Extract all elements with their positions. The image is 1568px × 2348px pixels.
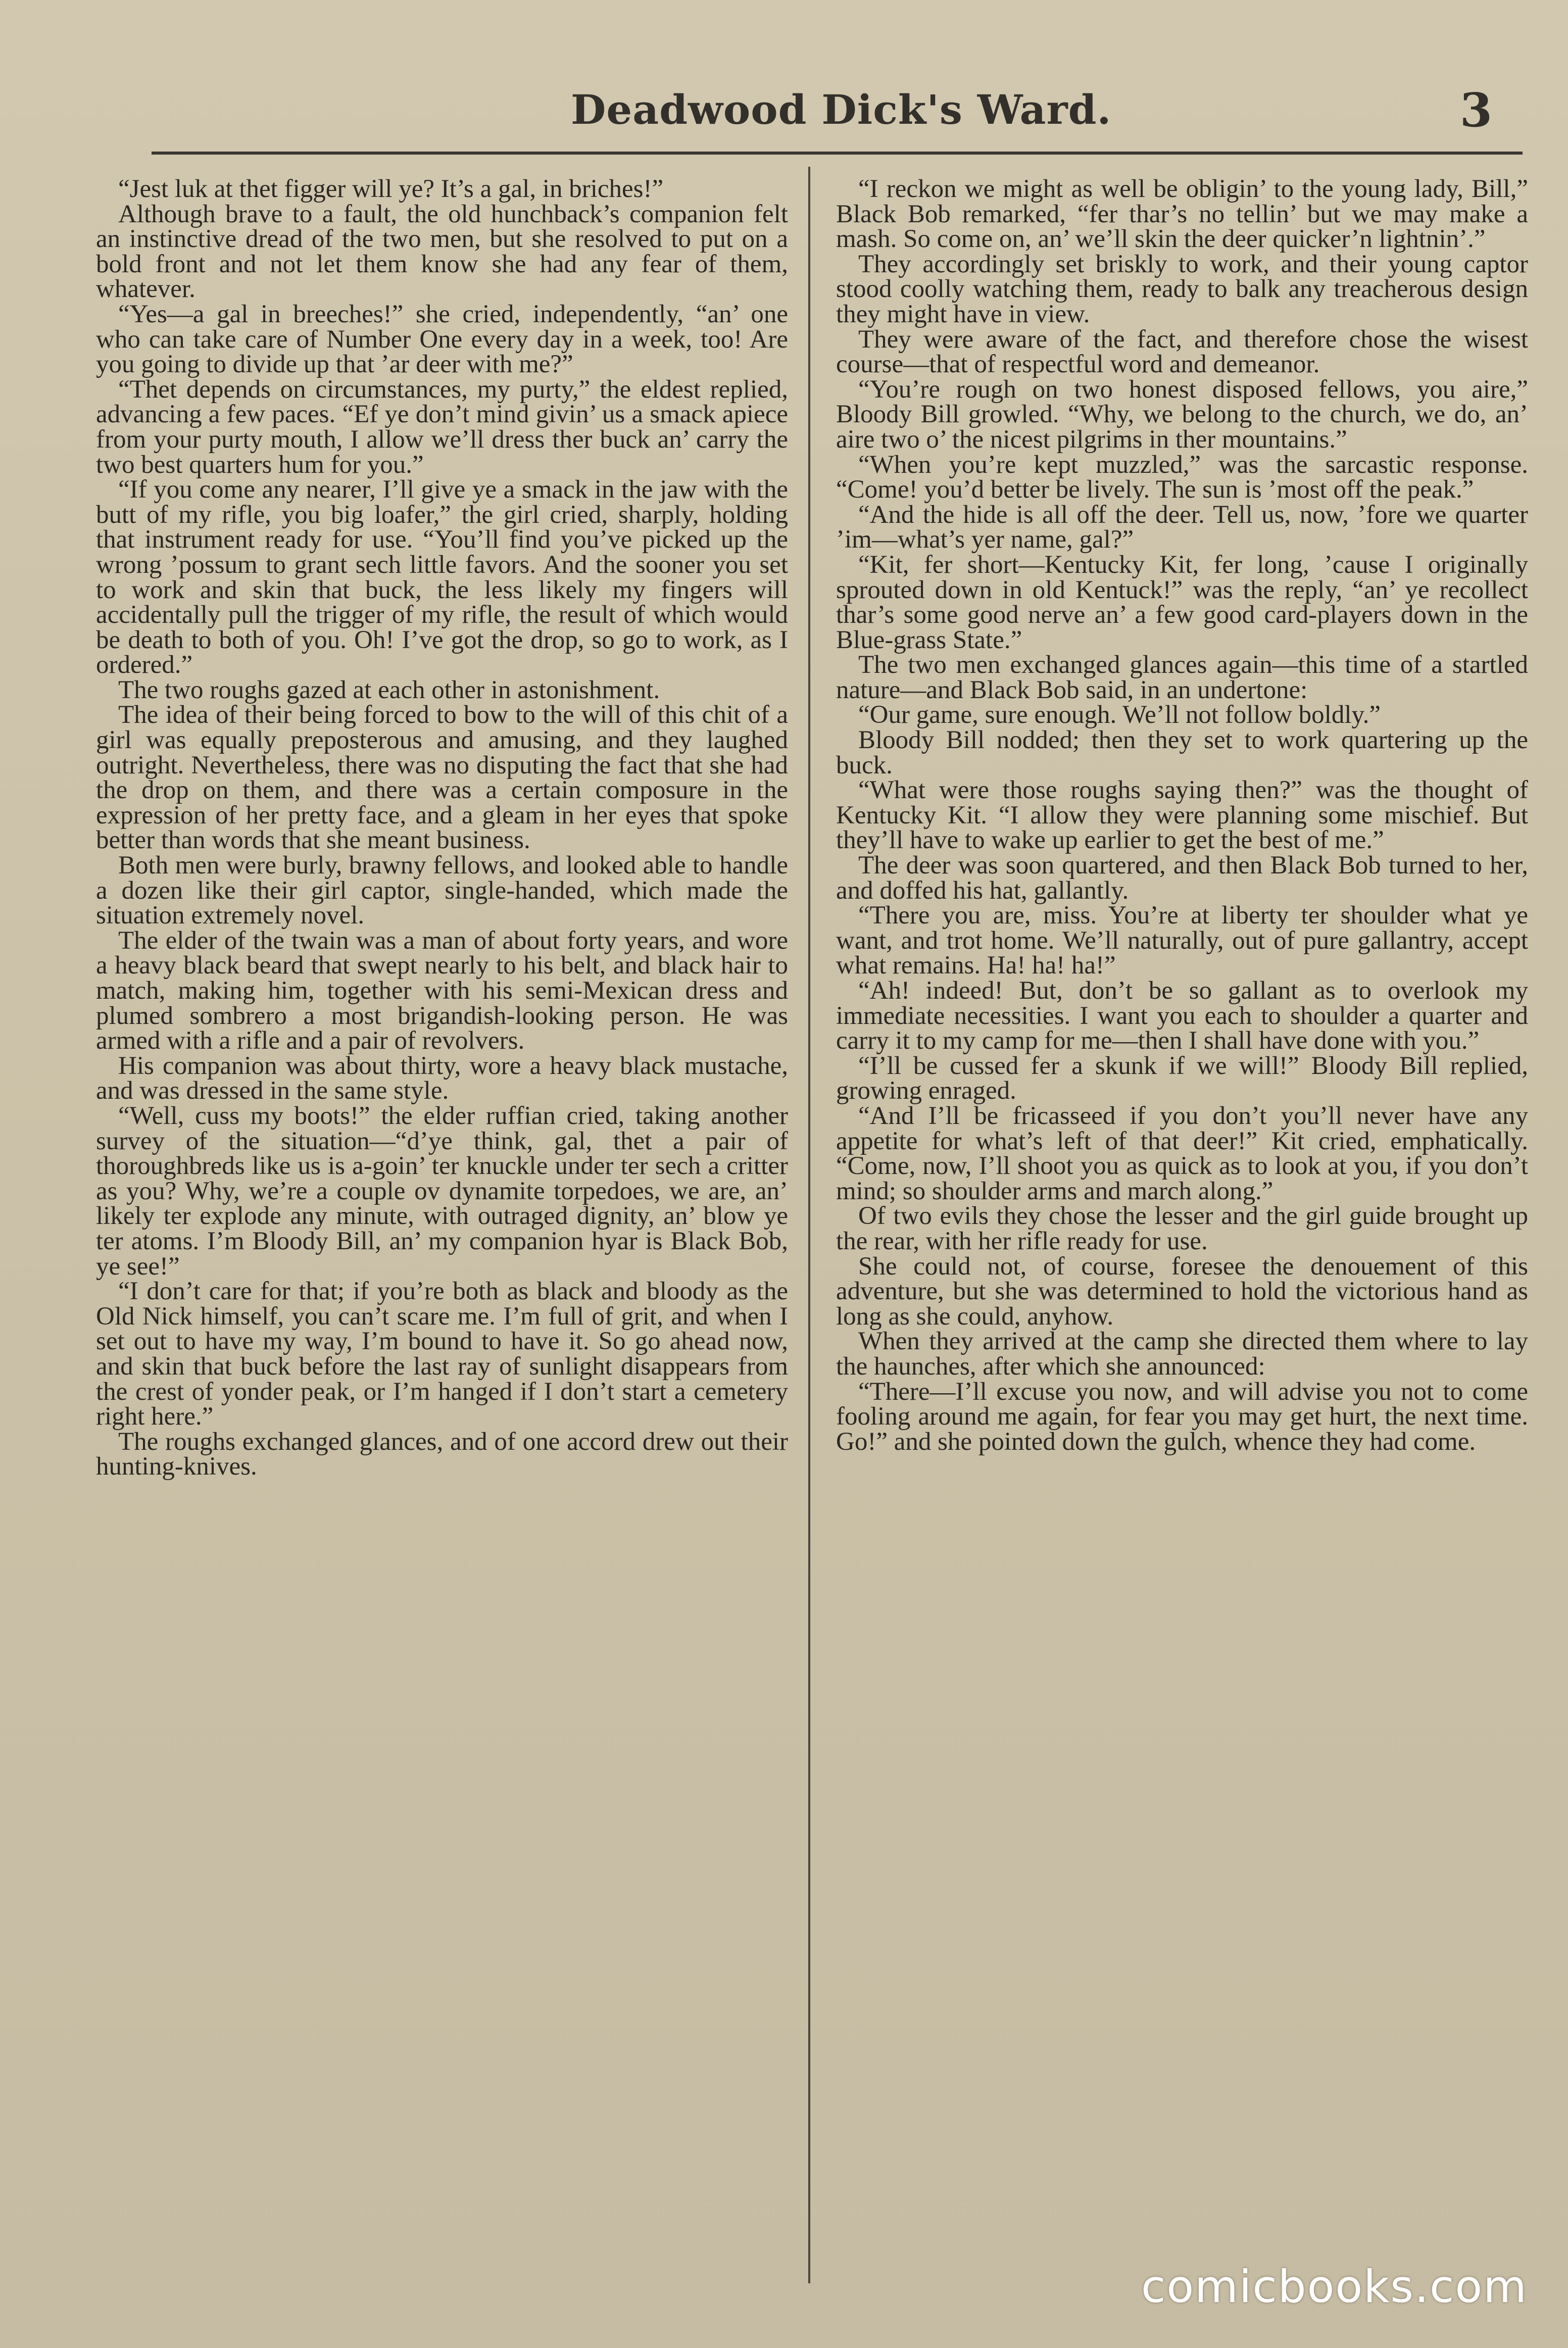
header-rule [152, 152, 1523, 155]
paragraph: The two roughs gazed at each other in astonishment. [118, 675, 660, 704]
page-number: 3 [1459, 83, 1492, 137]
paragraph: “Yes—a gal in breeches!” she cried, independently, “an’ one who can take care of Number One every day in a week, too! Are you going to divide up that ’ar deer with me?” [96, 300, 788, 379]
paragraph: Although brave to a fault, the old hunchback’s companion felt an instinctive dread of the two men, but she resolved to put on a bold front and not let them know she had any fear of them, whatever. [96, 200, 788, 304]
running-header [157, 76, 1523, 152]
paragraph: “Our game, sure enough. We’ll not follow boldly.” [858, 701, 1381, 729]
paragraph: “I don’t care for that; if you’re both as black and bloody as the Old Nick himself, you can’t scare me. I’m full of grit, and when I set out to have my way, I’m bound to have it. So go ahead now, and skin that buck before the last ray of sunlight disappears from the crest of yonder peak, or I’m hanged if I don’t start a cemetery right here.” [96, 1277, 788, 1431]
paragraph: When they arrived at the camp she directed them where to lay the haunches, after which she announced: [836, 1327, 1528, 1381]
paragraph: “Thet depends on circumstances, my purty,” the eldest replied, advancing a few paces. “Ef ye don’t mind givin’ us a smack apiece from your purty mouth, I allow we’ll dress ther buck an’ carry the two best quarters hum for you.” [96, 375, 788, 479]
paragraph: “I reckon we might as well be obligin’ to the young lady, Bill,” Black Bob remarked, “fer thar’s no tellin’ but we may make a mash. So come on, an’ we’ll skin the deer quicker’n lightnin’.” [836, 177, 1528, 254]
paragraph: “Kit, fer short—Kentucky Kit, fer long, ’cause I originally sprouted down in old Kentuck!” was the reply, “an’ ye recollect thar’s some good nerve an’ a few good card-players down in the Blue-grass State.” [836, 550, 1528, 654]
paragraph: “What were those roughs saying then?” was the thought of Kentucky Kit. “I allow they were planning some mischief. But they’ll have to wake up earlier to get the best of me.” [836, 776, 1528, 855]
paragraph: She could not, of course, foresee the denouement of this adventure, but she was determined to hold the victorious hand as long as she could, anyhow. [836, 1252, 1528, 1331]
paragraph: “Ah! indeed! But, don’t be so gallant as to overlook my immediate necessities. I want you each to shoulder a quarter and carry it to my camp for me—then I shall have done with you.” [836, 976, 1528, 1055]
paragraph: The elder of the twain was a man of about forty years, and wore a heavy black beard that swept nearly to his belt, and black hair to match, making him, together with his semi-Mexican dress and plumed sombrero a most brigandish-looking person. He was armed with a rifle and a pair of revolvers. [96, 926, 788, 1055]
paragraph: “Well, cuss my boots!” the elder ruffian cried, taking another survey of the situation—“d’ye think, gal, thet a pair of thoroughbreds like us is a-goin’ ter knuckle under ter sech a critter as you? Why, we’re a couple ov dynamite torpedoes, we are, an’ likely ter explode any minute, with outraged dignity, an’ blow ye ter atoms. I’m Bloody Bill, an’ my companion hyar is Black Bob, ye see!” [96, 1101, 788, 1281]
paragraph: “There—I’ll excuse you now, and will advise you not to come fooling around me again, for fear you may get hurt, the next time. Go!” and she pointed down the gulch, whence they had come. [836, 1377, 1528, 1456]
paragraph: Bloody Bill nodded; then they set to work quartering up the buck. [836, 726, 1528, 779]
paragraph: The idea of their being forced to bow to the will of this chit of a girl was equally preposterous and amusing, and they laughed outright. Nevertheless, there was no disputing the fact that she had the drop on them, and there was a certain composure in the expression of her pretty face, and a gleam in her eyes that spoke better than words that she meant business. [96, 701, 788, 855]
paragraph: The roughs exchanged glances, and of one accord drew out their hunting-knives. [96, 1427, 788, 1481]
left-column [96, 177, 788, 2263]
paragraph: They accordingly set briskly to work, and their young captor stood coolly watching them, ready to balk any treacherous design they might have in view. [836, 250, 1528, 328]
paragraph: “I’ll be cussed fer a skunk if we will!” Bloody Bill replied, growing enraged. [836, 1051, 1528, 1105]
paragraph: “If you come any nearer, I’ll give ye a smack in the jaw with the butt of my rifle, you big loafer,” the girl cried, sharply, holding that instrument ready for use. “You’ll find you’ve picked up the wrong ’possum to grant sech little favors. And the sooner you set to work and skin that buck, the less likely my fingers will accidentally pull the trigger of my rifle, the result of which would be death to both of you. Oh! I’ve got the drop, so go to work, as I ordered.” [96, 475, 788, 679]
page-title: Deadwood Dick's Ward. [571, 86, 1112, 133]
paragraph: The deer was soon quartered, and then Black Bob turned to her, and doffed his hat, gallantly. [836, 851, 1528, 905]
paragraph: “And I’ll be fricasseed if you don’t you’ll never have any appetite for what’s left of that deer!” Kit cried, emphatically. “Come, now, I’ll shoot you as quick as to look at you, if you don’t mind; so shoulder arms and march along.” [836, 1101, 1528, 1205]
paragraph: “When you’re kept muzzled,” was the sarcastic response. “Come! you’d better be lively. The sun is ’most off the peak.” [836, 450, 1528, 504]
paragraph: “Jest luk at thet figger will ye? It’s a gal, in briches!” [118, 177, 664, 203]
right-column [836, 177, 1528, 2263]
paragraph: They were aware of the fact, and therefore chose the wisest course—that of respectful word and demeanor. [836, 325, 1528, 379]
paragraph: “And the hide is all off the deer. Tell us, now, ’fore we quarter ’im—what’s yer name, gal?” [836, 500, 1528, 554]
paragraph: Both men were burly, brawny fellows, and looked able to handle a dozen like their girl captor, single-handed, which made the situation extremely novel. [96, 851, 788, 930]
paragraph: The two men exchanged glances again—this time of a startled nature—and Black Bob said, in an undertone: [836, 651, 1528, 704]
paragraph: “There you are, miss. You’re at liberty ter shoulder what ye want, and trot home. We’ll naturally, out of pure gallantry, accept what remains. Ha! ha! ha!” [836, 901, 1528, 980]
site-watermark: comicbooks.com [1141, 2261, 1528, 2313]
paragraph: “You’re rough on two honest disposed fellows, you aire,” Bloody Bill growled. “Why, we belong to the church, we do, an’ aire two o’ the nicest pilgrims in ther mountains.” [836, 375, 1528, 454]
paragraph: Of two evils they chose the lesser and the girl guide brought up the rear, with her rifle ready for use. [836, 1202, 1528, 1255]
paragraph: His companion was about thirty, wore a heavy black mustache, and was dressed in the same style. [96, 1051, 788, 1105]
column-divider [808, 167, 810, 2283]
